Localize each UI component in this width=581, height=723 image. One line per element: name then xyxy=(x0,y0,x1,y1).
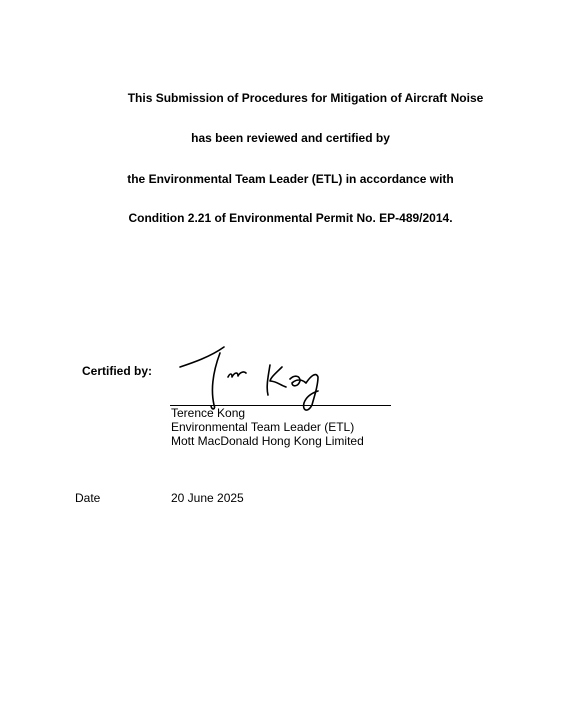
statement-line-4: Condition 2.21 of Environmental Permit No. EP-489/2014. xyxy=(128,211,453,225)
statement-line-2: has been reviewed and certified by xyxy=(191,131,390,145)
statement-line-3: the Environmental Team Leader (ETL) in accordance with xyxy=(127,172,454,186)
date-label: Date xyxy=(75,491,101,505)
signer-company: Mott MacDonald Hong Kong Limited xyxy=(171,434,364,448)
signer-name: Terence Kong xyxy=(171,406,246,420)
statement-line-1: This Submission of Procedures for Mitigation of Aircraft Noise xyxy=(127,91,484,105)
certified-by-label: Certified by: xyxy=(82,364,153,378)
date-value: 20 June 2025 xyxy=(171,491,244,505)
signer-role: Environmental Team Leader (ETL) xyxy=(171,420,355,434)
